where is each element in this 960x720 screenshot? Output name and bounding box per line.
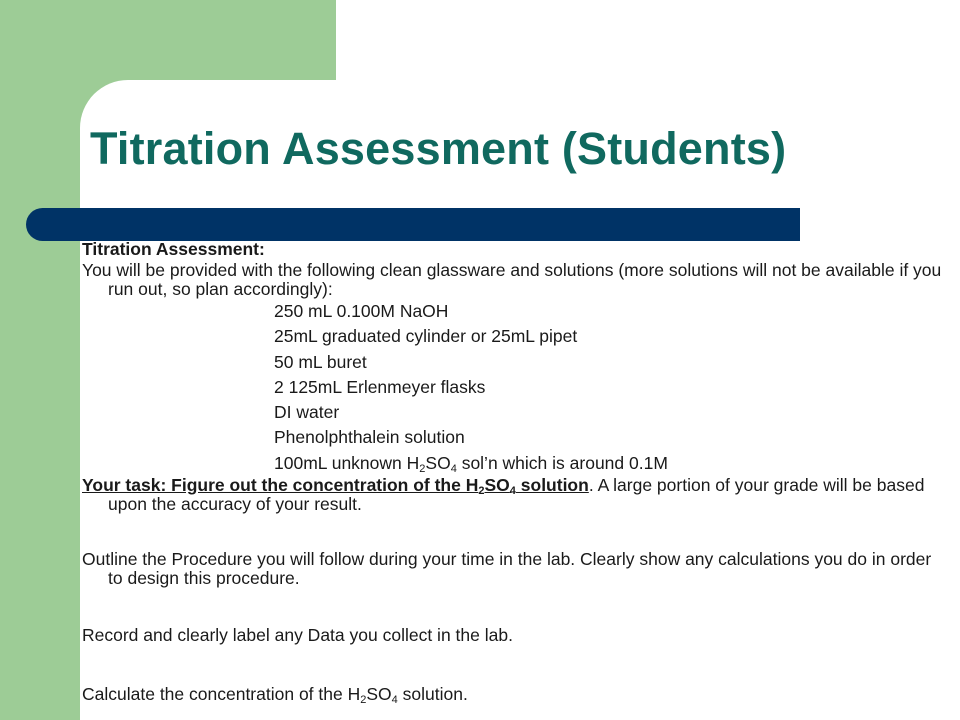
task-paragraph: Your task: Figure out the concentration of the $H_2SO_4$ solution. A large portion of your grade will be based upon the accuracy of your result.: [82, 475, 925, 515]
list-item: 250 mL 0.100M NaOH: [274, 301, 449, 321]
list-item: Phenolphthalein solution: [274, 427, 465, 448]
section-heading: Titration Assessment:: [82, 239, 265, 259]
list-item-unknown-acid: 100mL unknown $H_2SO_4$ sol’n which is around 0.1M: [274, 452, 668, 475]
intro-paragraph: You will be provided with the following clean glassware and solutions (more solutions will not be available if you run out, so plan accordingly):: [82, 260, 942, 299]
procedure-paragraph: Outline the Procedure you will follow during your time in the lab. Clearly show any calculations you do in order to design this procedure.: [82, 549, 932, 589]
slide-title: Titration Assessment (Students): [90, 123, 787, 174]
list-item: 50 mL buret: [274, 351, 367, 372]
materials-list: [82, 299, 950, 476]
calculation-paragraph: Calculate the concentration of the $H_2SO_4$ solution.: [82, 684, 468, 707]
slide-body: [82, 238, 950, 706]
title-underline-bar: [26, 208, 800, 241]
data-paragraph: Record and clearly label any Data you collect in the lab.: [82, 625, 513, 646]
task-link[interactable]: Your task: Figure out the concentration of the $H_2SO_4$ solution: [82, 475, 589, 498]
list-item: DI water: [274, 402, 340, 423]
list-item: 25mL graduated cylinder or 25mL pipet: [274, 326, 578, 347]
list-item: 2 125mL Erlenmeyer flasks: [274, 376, 486, 397]
